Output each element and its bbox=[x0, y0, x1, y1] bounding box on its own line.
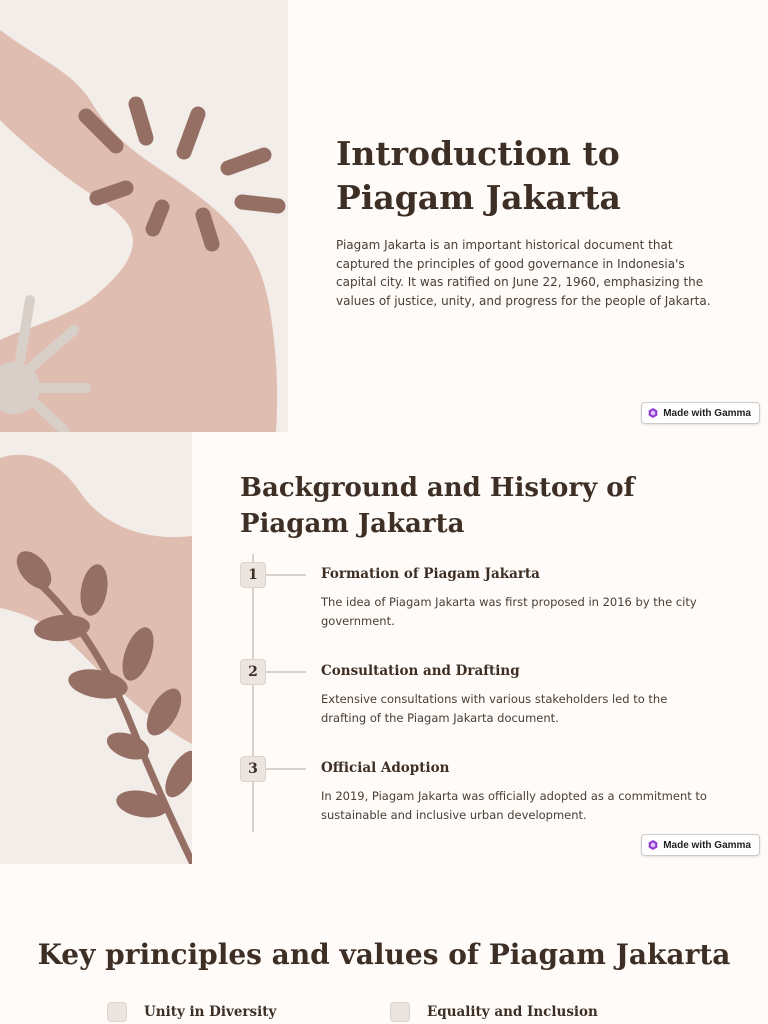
step-connector bbox=[266, 671, 306, 673]
step-description: Extensive consultations with various stakeholders led to the drafting of the Piagam Jakarta document. bbox=[321, 692, 668, 725]
step-title: Formation of Piagam Jakarta bbox=[321, 566, 540, 582]
step-number: 1 bbox=[240, 562, 266, 588]
made-with-gamma-button[interactable] bbox=[641, 402, 760, 424]
principle-icon-box bbox=[390, 1002, 410, 1022]
step-description: In 2019, Piagam Jakarta was officially adopted as a commitment to sustainable and inclusive urban development. bbox=[321, 789, 707, 822]
principle-item bbox=[390, 1002, 598, 1022]
principle-item bbox=[107, 1002, 276, 1022]
slide-introduction bbox=[0, 0, 768, 432]
step-description: The idea of Piagam Jakarta was first proposed in 2016 by the city government. bbox=[321, 595, 697, 628]
badge-label: Made with Gamma bbox=[663, 839, 751, 851]
step-number: 3 bbox=[240, 756, 266, 782]
section-title: Key principles and values of Piagam Jakarta bbox=[37, 938, 731, 971]
badge-label: Made with Gamma bbox=[663, 407, 751, 419]
gamma-logo-icon bbox=[648, 408, 658, 418]
timeline-line bbox=[252, 554, 254, 832]
principle-label: Equality and Inclusion bbox=[427, 1004, 598, 1020]
slide-key-principles bbox=[0, 864, 768, 1024]
step-number: 2 bbox=[240, 659, 266, 685]
decorative-illustration bbox=[0, 432, 192, 864]
step-connector bbox=[266, 768, 306, 770]
gamma-logo-icon bbox=[648, 840, 658, 850]
slide-background-history bbox=[0, 432, 768, 864]
decorative-illustration bbox=[0, 0, 288, 432]
intro-paragraph: Piagam Jakarta is an important historical document that captured the principles of good governance in Indonesia's capital city. It was ratified on June 22, 1960, emphasizing the values of justice, unity, and progress for the people of Jakarta. bbox=[336, 238, 711, 309]
principle-icon-box bbox=[107, 1002, 127, 1022]
made-with-gamma-button[interactable] bbox=[641, 834, 760, 856]
principle-label: Unity in Diversity bbox=[144, 1004, 277, 1020]
page-title: Introduction to Piagam Jakarta bbox=[336, 134, 621, 217]
step-connector bbox=[266, 574, 306, 576]
step-title: Consultation and Drafting bbox=[321, 663, 520, 679]
step-title: Official Adoption bbox=[321, 760, 450, 776]
section-title: Background and History of Piagam Jakarta bbox=[240, 473, 635, 539]
